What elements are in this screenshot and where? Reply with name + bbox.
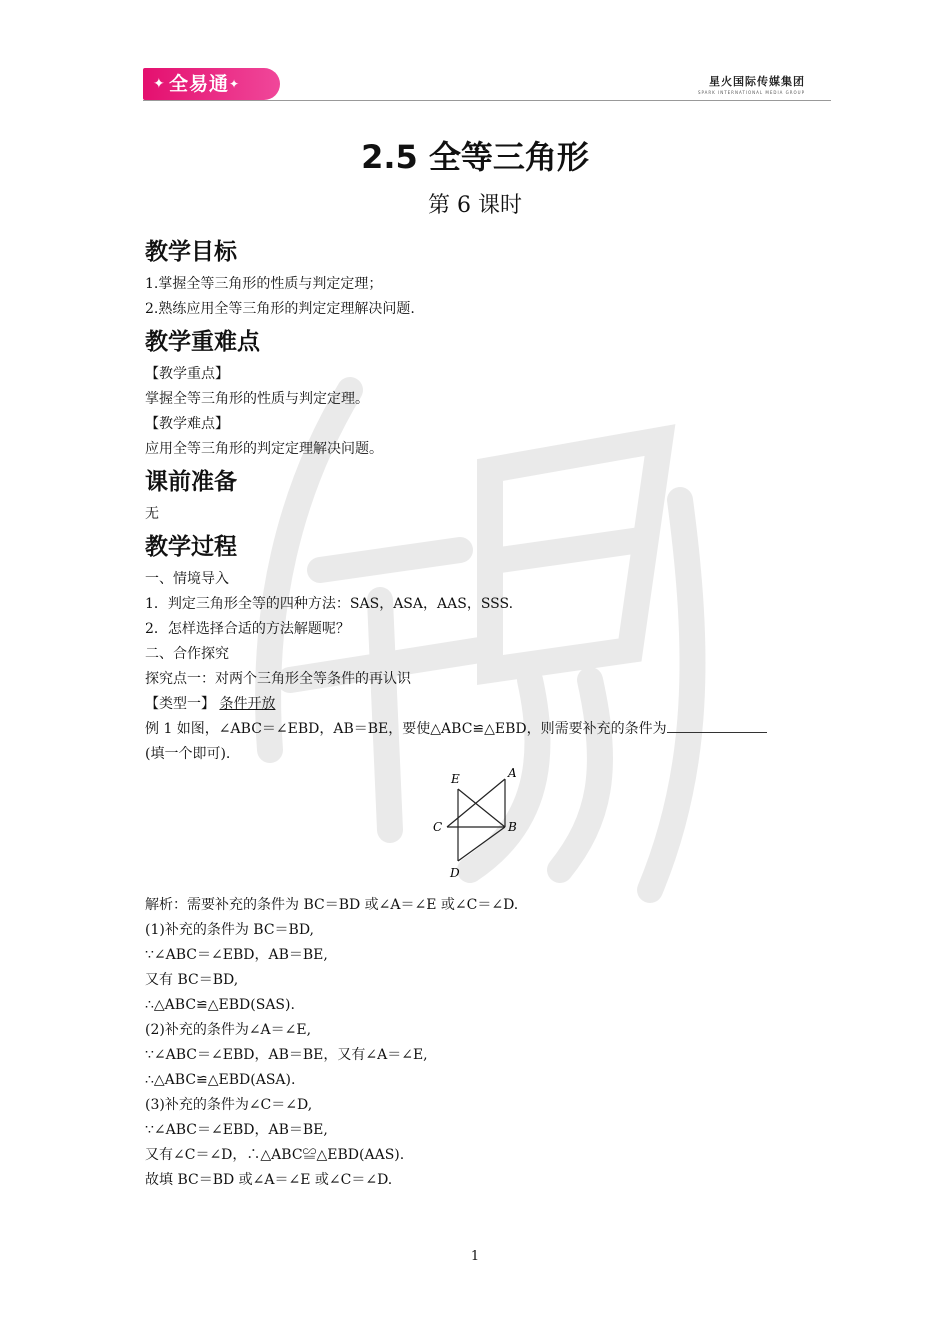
- publisher-name-en: SPARK INTERNATIONAL MEDIA GROUP: [697, 90, 805, 95]
- label-b: B: [508, 820, 517, 834]
- example-line: [145, 717, 815, 742]
- process-line: 1．判定三角形全等的四种方法：SAS，ASA，AAS，SSS.: [145, 596, 514, 612]
- difficulty-text: 应用全等三角形的判定定理解决问题。: [145, 441, 383, 457]
- process-line: 二、合作探究: [145, 646, 229, 662]
- solution-line: ∵∠ABC＝∠EBD，AB＝BE，又有∠A＝∠E,: [145, 1047, 428, 1063]
- spark-icon: ✦: [153, 76, 166, 92]
- header-divider: [143, 100, 831, 101]
- label-e: E: [451, 772, 460, 786]
- segment-eb: [458, 789, 505, 827]
- preparation-heading: 课前准备: [145, 469, 237, 495]
- objectives-heading: 教学目标: [145, 239, 237, 265]
- type-name: 条件开放: [219, 696, 276, 712]
- key-points-heading: 教学重难点: [145, 329, 260, 355]
- solution-line: ∵∠ABC＝∠EBD，AB＝BE,: [145, 947, 328, 963]
- preparation-text: 无: [145, 506, 159, 522]
- answer-blank: [667, 718, 767, 733]
- geometry-figure: [145, 767, 815, 893]
- page-title: 2.5 全等三角形: [361, 138, 589, 176]
- brand-logo-text: 全易通: [169, 73, 230, 95]
- label-a: A: [508, 767, 517, 780]
- solution-line: 解析：需要补充的条件为 BC＝BD 或∠A＝∠E 或∠C＝∠D.: [145, 897, 519, 913]
- publisher-mark: [698, 73, 805, 95]
- solution-line: ∴△ABC≌△EBD(SAS).: [145, 997, 295, 1013]
- document-body: [145, 232, 815, 1193]
- solution-line: 又有∠C＝∠D，∴△ABC≌△EBD(AAS).: [145, 1147, 405, 1163]
- type-line: [145, 692, 815, 717]
- label-c: C: [433, 820, 443, 834]
- solution-line: 故填 BC＝BD 或∠A＝∠E 或∠C＝∠D.: [145, 1172, 393, 1188]
- example-text: 例 1 如图，∠ABC＝∠EBD，AB＝BE，要使△ABC≌△EBD，则需要补充的条件为: [145, 721, 667, 737]
- difficulty-label: 【教学难点】: [145, 416, 229, 432]
- solution-line: 又有 BC＝BD,: [145, 972, 239, 988]
- key-point-label: 【教学重点】: [145, 366, 229, 382]
- label-d: D: [450, 866, 460, 880]
- triangle-diagram: [425, 767, 535, 891]
- solution-line: (3)补充的条件为∠C＝∠D,: [145, 1097, 313, 1113]
- type-label: 【类型一】: [145, 696, 215, 712]
- process-heading: 教学过程: [145, 534, 237, 560]
- objective-item: 2.熟练应用全等三角形的判定定理解决问题.: [145, 301, 415, 317]
- publisher-name-cn: 星火国际传媒集团: [709, 75, 805, 88]
- solution-line: ∴△ABC≌△EBD(ASA).: [145, 1072, 296, 1088]
- process-line: 2．怎样选择合适的方法解题呢？: [145, 621, 350, 637]
- solution-line: ∵∠ABC＝∠EBD，AB＝BE,: [145, 1122, 328, 1138]
- solution-line: (1)补充的条件为 BC＝BD,: [145, 922, 315, 938]
- solution-line: (2)补充的条件为∠A＝∠E,: [145, 1022, 312, 1038]
- objective-item: 1.掌握全等三角形的性质与判定定理；: [145, 276, 383, 292]
- process-line: 一、情境导入: [145, 571, 229, 587]
- page-number: 1: [470, 1249, 480, 1264]
- star-icon: ✦: [229, 77, 241, 91]
- process-line: 探究点一：对两个三角形全等条件的再认识: [145, 671, 411, 687]
- key-point-text: 掌握全等三角形的性质与判定定理。: [145, 391, 369, 407]
- brand-logo: [143, 68, 280, 100]
- example-end: (填一个即可).: [145, 746, 231, 762]
- lesson-subtitle: 第 6 课时: [428, 193, 522, 218]
- segment-db: [458, 827, 505, 861]
